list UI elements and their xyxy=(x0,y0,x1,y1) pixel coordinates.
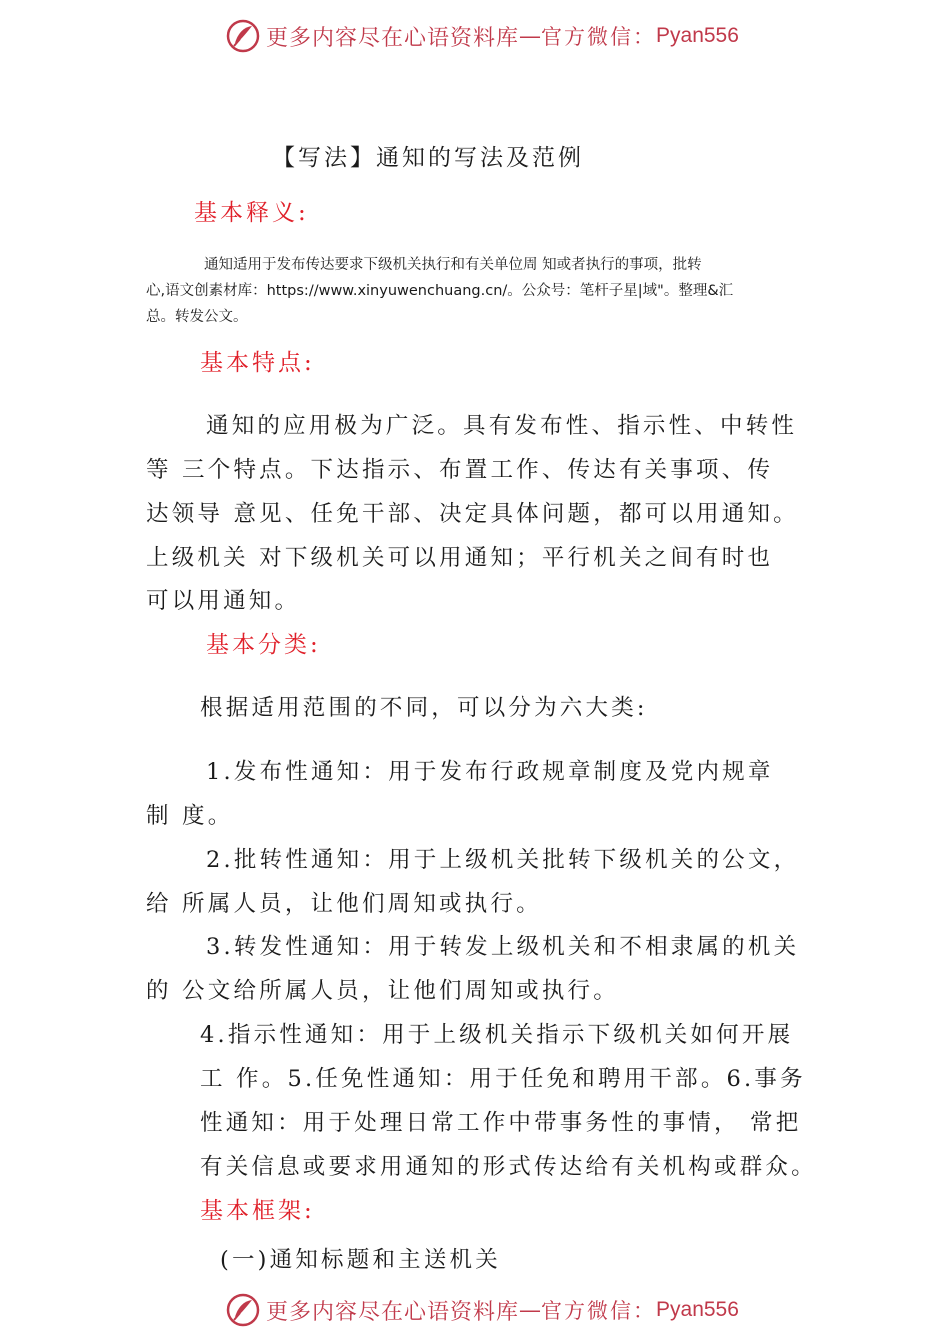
category-line: 1.发布性通知：用于发布行政规章制度及党内规章 xyxy=(206,759,774,785)
banner-wechat-id: Pyan556 xyxy=(656,1298,739,1321)
framework-line: (一)通知标题和主送机关 xyxy=(220,1247,501,1273)
banner-wechat-id: Pyan556 xyxy=(656,24,739,47)
category-line: 给 所属人员，让他们周知或执行。 xyxy=(146,891,542,917)
definition-line: 心,语文创素材库：https://www.xinyuwenchuang.cn/。公众号：笔杆子星|域"。整理&汇 xyxy=(146,283,734,299)
definition-line: 通知适用于发布传达要求下级机关执行和有关单位周 知或者执行的事项，批转 xyxy=(204,257,702,273)
features-line: 上级机关 对下级机关可以用通知；平行机关之间有时也 xyxy=(146,545,774,571)
heading-definition: 基本释义: xyxy=(194,200,309,226)
banner-dash: — xyxy=(519,1297,542,1323)
definition-line: 总。转发公文。 xyxy=(146,309,248,325)
category-line: 2.批转性通知：用于上级机关批转下级机关的公文， xyxy=(206,847,800,873)
heading-features: 基本特点: xyxy=(200,350,315,376)
banner-dash: — xyxy=(519,23,542,49)
category-line: 4.指示性通知：用于上级机关指示下级机关如何开展 xyxy=(200,1022,794,1048)
footer-banner xyxy=(226,1290,739,1330)
category-line: 性通知：用于处理日常工作中带事务性的事情， 常把 xyxy=(200,1110,802,1136)
banner-text: 更多内容尽在心语资料库 xyxy=(266,1299,520,1325)
category-line: 制 度。 xyxy=(146,803,234,829)
banner-text: 更多内容尽在心语资料库 xyxy=(266,25,520,51)
banner-wechat-label: 官方微信： xyxy=(541,1299,657,1323)
definition-paragraph xyxy=(146,252,806,330)
features-line: 可以用通知。 xyxy=(146,588,301,614)
category-line: 工 作。5.任免性通知：用于任免和聘用干部。6.事务 xyxy=(200,1066,806,1092)
features-line: 等 三个特点。下达指示、布置工作、传达有关事项、传 xyxy=(146,457,774,483)
features-line: 达领导 意见、任免干部、决定具体问题，都可以用通知。 xyxy=(146,501,799,527)
brand-logo-icon xyxy=(226,19,260,53)
heading-categories: 基本分类: xyxy=(206,632,321,658)
category-line: 的 公文给所属人员，让他们周知或执行。 xyxy=(146,978,619,1004)
categories-intro: 根据适用范围的不同，可以分为六大类: xyxy=(200,695,648,721)
category-line: 有关信息或要求用通知的形式传达给有关机构或群众。 xyxy=(200,1154,817,1180)
header-banner xyxy=(226,16,739,56)
document-title: 【写法】通知的写法及范例 xyxy=(272,145,584,171)
banner-wechat-label: 官方微信： xyxy=(541,25,657,49)
heading-framework: 基本框架: xyxy=(200,1198,315,1224)
features-line: 通知的应用极为广泛。具有发布性、指示性、中转性 xyxy=(206,413,798,439)
brand-logo-icon xyxy=(226,1293,260,1327)
category-line: 3.转发性通知：用于转发上级机关和不相隶属的机关 xyxy=(206,934,800,960)
